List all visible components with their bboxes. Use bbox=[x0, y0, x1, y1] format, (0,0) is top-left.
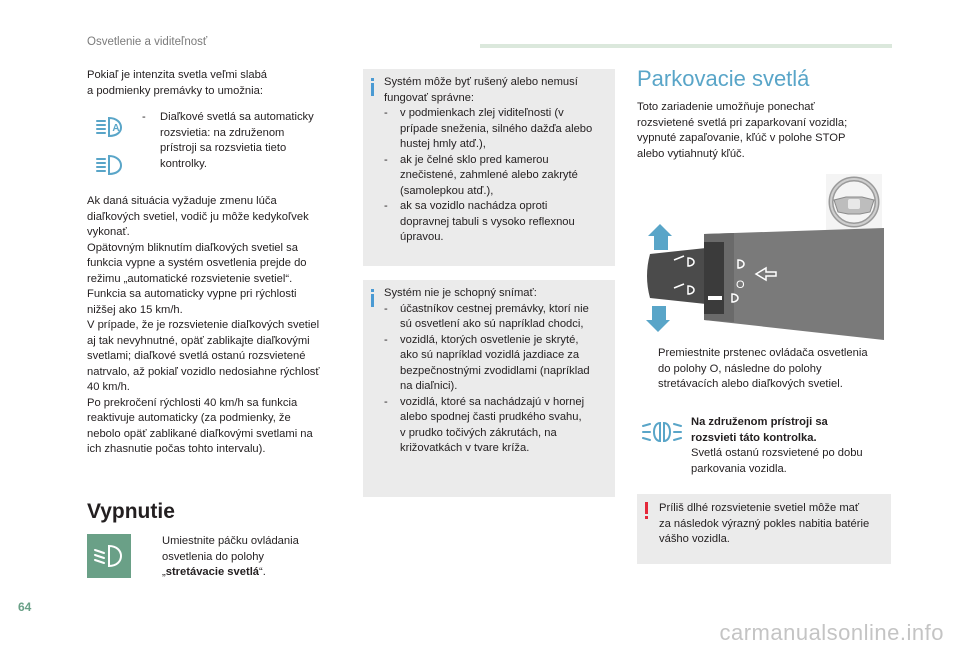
svg-text:A: A bbox=[112, 123, 120, 134]
lighting-stalk-illustration bbox=[644, 216, 884, 340]
intro-paragraph: Pokiaľ je intenzita svetla veľmi slabá a podmienky premávky to umožnia: bbox=[87, 69, 268, 97]
info-icon bbox=[371, 289, 374, 307]
info-box-limitations: Systém nie je schopný snímať: - účastníkov cestnej premávky, ktorí nie sú osvetlení ako sú napríklad chodci, - vozidlá, ktorých osvetlenie je skryté, ako sú napríklad vozidlá jazdiace za bezpečnostnými zvodidlami (napríklad na diaľnici). - vozidlá, ktoré sa nachádzajú v hornej alebo spodnej časti prudkého svahu, v prudko točivých zákrutách, na križovatkách v tvare kríža. bbox=[363, 280, 615, 497]
parking-instruction: Premiestnite prstenec ovládača osvetlenia do polohy O, následne do polohy stretávacích alebo diaľkových svetiel. bbox=[658, 347, 868, 390]
parking-lights-heading: Parkovacie svetlá bbox=[637, 66, 810, 91]
auto-high-beam-icon bbox=[96, 116, 128, 138]
list-item: - účastníkov cestnej premávky, ktorí nie sú osvetlení ako sú napríklad chodci, bbox=[384, 302, 589, 330]
list-item: - vozidlá, ktoré sa nachádzajú v hornej alebo spodnej časti prudkého svahu, v prudko točivých zákrutách, na križovatkách v tvare kríža. bbox=[384, 395, 585, 454]
info-box-interference: Systém môže byť rušený alebo nemusí fungovať správne: - v podmienkach zlej viditeľnosti (v prípade sneženia, silného dažďa alebo hustej hmly atď.), - ak je čelné sklo pred kamerou znečistené, zahmlené alebo zakryté (samolepkou atď.), - ak sa vozidlo nachádza oproti dopravnej tabuli s vysoko reflexnou úpravou. bbox=[363, 69, 615, 266]
warning-icon bbox=[645, 502, 648, 519]
vypnutie-item: Umiestnite páčku ovládania osvetlenia do polohy „stretávacie svetlá“. bbox=[162, 535, 299, 578]
list-item: - v podmienkach zlej viditeľnosti (v prípade sneženia, silného dažďa alebo hustej hmly atď.), bbox=[384, 107, 593, 150]
parking-lights-indicator-icon bbox=[642, 420, 682, 444]
rotate-up-arrow-icon bbox=[648, 224, 672, 250]
rotate-down-arrow-icon bbox=[646, 306, 670, 332]
dipped-beam-icon-box bbox=[87, 534, 131, 578]
list-item: - ak sa vozidlo nachádza oproti dopravnej tabuli s vysoko reflexnou úpravou. bbox=[384, 200, 575, 243]
list-item: - ak je čelné sklo pred kamerou znečistené, zahmlené alebo zakryté (samolepkou atď.), bbox=[384, 153, 578, 197]
parking-intro: Toto zariadenie umožňuje ponechať rozsvietené svetlá pri zaparkovaní vozidla; vypnuté zapaľovanie, kľúč v polohe STOP alebo vytiahnutý kľúč. bbox=[637, 101, 848, 160]
body-paragraph: Ak daná situácia vyžaduje zmenu lúča diaľkových svetiel, vodič ju môže kedykoľvek vykonať. Opätovným bliknutím diaľkových svetiel sa funkcia vypne a systém osvetlenia prejde do režimu „automatické rozsvietenie svetiel“. Funkcia sa automaticky vypne pri rýchlosti nižšej ako 15 km/h. V prípade, že je rozsvietenie diaľkových svetiel aj tak nevyhnutné, opäť zablikajte diaľkovými svetlami; diaľkové svetlá ostanú rozsvietené natrvalo, až pokiaľ vozidlo nedosiahne rýchlosť 40 km/h. Po prekročení rýchlosti 40 km/h sa funkcia reaktivuje automaticky (za podmienky, že nebolo opäť zablikané diaľkovými svetlami na ich zhasnutie počas tohto intervalu). bbox=[87, 195, 320, 455]
high-beam-icon bbox=[96, 154, 128, 176]
high-beam-item: - Diaľkové svetlá sa automaticky rozsvietia: na združenom prístroji sa rozsvietia tieto kontrolky. bbox=[142, 111, 314, 170]
list-item: - vozidlá, ktorých osvetlenie je skryté, ako sú napríklad vozidlá jazdiace za bezpečnostnými zvodidlami (napríklad na diaľnici). bbox=[384, 333, 590, 392]
indicator-note: Na združenom prístroji sa rozsvieti táto kontrolka. Svetlá ostanú rozsvietené po dobu parkovania vozidla. bbox=[691, 416, 863, 475]
page-number: 64 bbox=[18, 600, 32, 614]
vypnutie-heading: Vypnutie bbox=[87, 500, 175, 523]
header-bar bbox=[480, 44, 892, 48]
dipped-beam-icon bbox=[87, 534, 131, 578]
info-icon bbox=[371, 78, 374, 96]
section-header: Osvetlenie a viditeľnosť bbox=[87, 36, 208, 48]
warning-box: Príliš dlhé rozsvietenie svetiel môže mať za následok výrazný pokles nabitia batérie vášho vozidla. bbox=[637, 494, 891, 564]
watermark: carmanualsonline.info bbox=[719, 620, 944, 645]
stalk-position-o: O bbox=[736, 279, 745, 291]
